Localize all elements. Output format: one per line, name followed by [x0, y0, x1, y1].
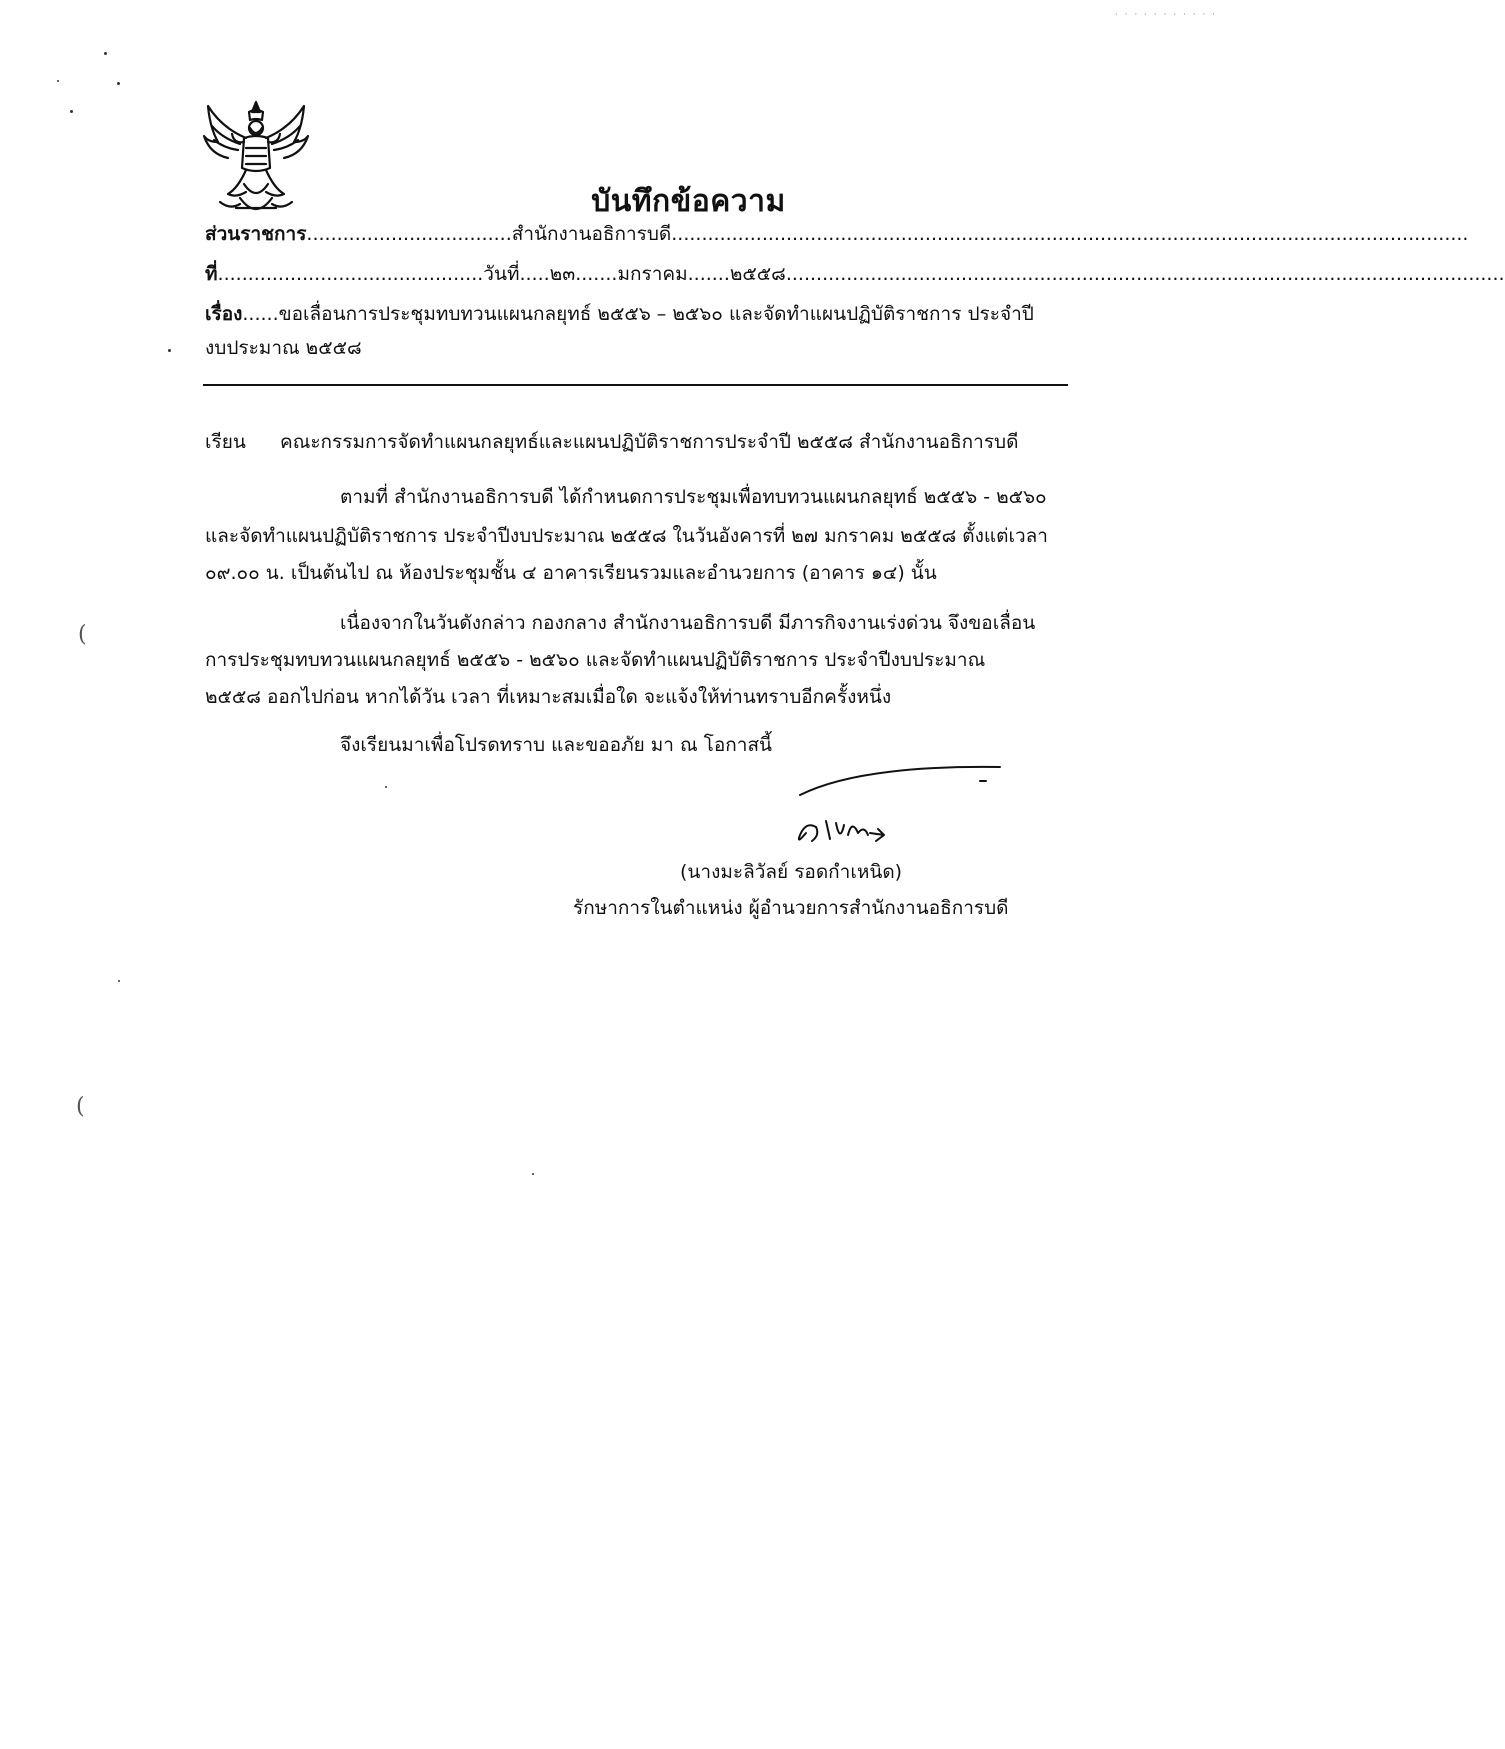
para1-line-2: และจัดทำแผนปฏิบัติราชการ ประจำปีงบประมาณ ๒๕๕๘ ในวันอังคารที่ ๒๗ มกราคม ๒๕๕๘ ตั้งแต่เวลา [205, 525, 1048, 547]
para2-line-1: เนื่องจากในวันดังกล่าว กองกลาง สำนักงานอธิการบดี มีภารกิจงานเร่งด่วน จึงขอเลื่อน [340, 612, 1036, 634]
scan-speck [57, 80, 59, 82]
handwritten-signature [760, 755, 1010, 855]
para1-line-3: ๐๙.๐๐ น. เป็นต้นไป ณ ห้องประชุมชั้น ๔ อาคารเรียนรวมและอำนวยการ (อาคาร ๑๔) นั้น [205, 562, 937, 584]
agency-line: ส่วนราชการ..................................สำนักงานอธิการบดี.................................................................................................................................... [205, 223, 1469, 245]
subject-label: เรื่อง [205, 303, 243, 325]
para2-line-2: การประชุมทบทวนแผนกลยุทธ์ ๒๕๕๖ - ๒๕๖๐ และจัดทำแผนปฏิบัติราชการ ประจำปีงบประมาณ [205, 649, 986, 671]
scan-speck [117, 82, 120, 85]
subject-text-2: งบประมาณ ๒๕๕๘ [205, 337, 362, 359]
date-day: ๒๓ [549, 263, 576, 285]
scan-speck [118, 980, 120, 982]
date-year: ๒๕๕๘ [729, 263, 786, 285]
header-divider [203, 384, 1068, 386]
scan-speck [168, 349, 171, 352]
subject-text-1: ขอเลื่อนการประชุมทบทวนแผนกลยุทธ์ ๒๕๕๖ – ๒๕๖๐ และจัดทำแผนปฏิบัติราชการ ประจำปี [278, 303, 1034, 325]
para1-line-1: ตามที่ สำนักงานอธิการบดี ได้กำหนดการประชุมเพื่อทบทวนแผนกลยุทธ์ ๒๕๕๖ - ๒๕๖๐ [340, 486, 1047, 508]
closing-line: จึงเรียนมาเพื่อโปรดทราบ และขออภัย มา ณ โอกาสนี้ [340, 734, 773, 756]
scan-speck [70, 110, 73, 113]
date-label: วันที่ [483, 263, 520, 285]
punch-hole-mark: ( [78, 622, 87, 647]
scan-speck [385, 786, 387, 788]
signer-position: รักษาการในตำแหน่ง ผู้อำนวยการสำนักงานอธิการบดี [573, 897, 1009, 919]
subject-line-1: เรื่อง......ขอเลื่อนการประชุมทบทวนแผนกลยุทธ์ ๒๕๕๖ – ๒๕๖๐ และจัดทำแผนปฏิบัติราชการ ประจำปี [205, 303, 1034, 325]
scan-speck [104, 52, 107, 55]
subject-line-2 [205, 334, 1057, 362]
date-month: มกราคม [617, 263, 688, 285]
signer-name: (นางมะลิวัลย์ รอดกำเหนิด) [680, 861, 903, 883]
salutation-value: คณะกรรมการจัดทำแผนกลยุทธ์และแผนปฏิบัติราชการประจำปี ๒๕๕๘ สำนักงานอธิการบดี [280, 431, 1019, 453]
punch-hole-mark: ( [76, 1094, 85, 1119]
scan-noise: · · · · · · · · · · · [1114, 10, 1217, 20]
document-title: บันทึกข้อความ [591, 184, 786, 219]
agency-value: สำนักงานอธิการบดี [511, 223, 672, 245]
scan-speck [532, 1173, 534, 1175]
ref-label: ที่ [205, 263, 218, 285]
agency-label: ส่วนราชการ [205, 223, 307, 245]
para2-line-3: ๒๕๕๘ ออกไปก่อน หากได้วัน เวลา ที่เหมาะสมเมื่อใด จะแจ้งให้ท่านทราบอีกครั้งหนึ่ง [205, 686, 892, 708]
salutation-label: เรียน [205, 431, 246, 453]
ref-date-line: ที่............................................วันที่.....๒๓.......มกราคม.......๒๕๕๘....................................................................................................................... [205, 263, 1505, 285]
